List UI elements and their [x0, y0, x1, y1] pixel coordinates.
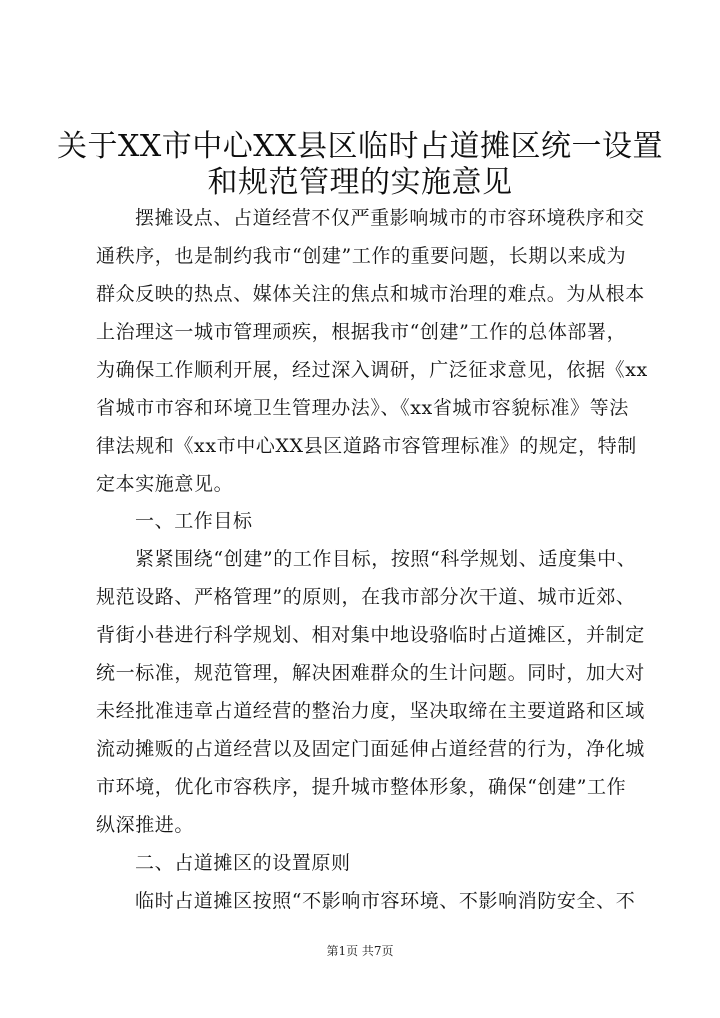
- body-line: 流动摊贩的占道经营以及固定门面延伸占道经营的行为，净化城: [96, 738, 645, 760]
- body-line: 群众反映的热点、媒体关注的焦点和城市治理的难点。为从根本: [96, 283, 645, 305]
- body-line: 纵深推进。: [96, 814, 195, 836]
- body-line: 摆摊设点、占道经营不仅严重影响城市的市容环境秩序和交: [135, 207, 645, 229]
- document-title-line-1: 关于XX市中心XX县区临时占道摊区统一设置: [57, 129, 663, 164]
- body-line: 为确保工作顺利开展，经过深入调研，广泛征求意见，依据《xx: [96, 359, 648, 381]
- body-line: 紧紧围绕“创建”的工作目标，按照“科学规划、适度集中、: [135, 548, 637, 570]
- body-line: 上治理这一城市管理顽疾，根据我市“创建”工作的总体部署，: [96, 321, 627, 343]
- section-heading-work-goal: 一、工作目标: [135, 510, 253, 532]
- body-line: 临时占道摊区按照“不影响市容环境、不影响消防安全、不: [135, 890, 636, 912]
- body-line: 市环境，优化市容秩序，提升城市整体形象，确保“创建”工作: [96, 776, 627, 798]
- page-footer: 第1页 共7页: [326, 944, 394, 958]
- body-line: 规范设路、严格管理”的原则，在我市部分次干道、城市近郊、: [96, 586, 636, 608]
- document-title-line-2: 和规范管理的实施意见: [207, 165, 513, 200]
- body-line: 统一标准，规范管理，解决困难群众的生计问题。同时，加大对: [96, 662, 645, 684]
- body-line: 背街小巷进行科学规划、相对集中地设骆临时占道摊区，并制定: [96, 624, 645, 646]
- section-heading-setup-principles: 二、占道摊区的设置原则: [135, 852, 351, 874]
- body-line: 省城市市容和环境卫生管理办法》、《xx省城市容貌标准》等法: [96, 397, 629, 419]
- body-line: 通秩序，也是制约我市“创建”工作的重要问题，长期以来成为: [96, 245, 627, 267]
- body-line: 律法规和《xx市中心XX县区道路市容管理标准》的规定，特制: [96, 435, 637, 457]
- body-line: 未经批准违章占道经营的整治力度，坚决取缔在主要道路和区域: [96, 700, 645, 722]
- body-line: 定本实施意见。: [96, 473, 234, 495]
